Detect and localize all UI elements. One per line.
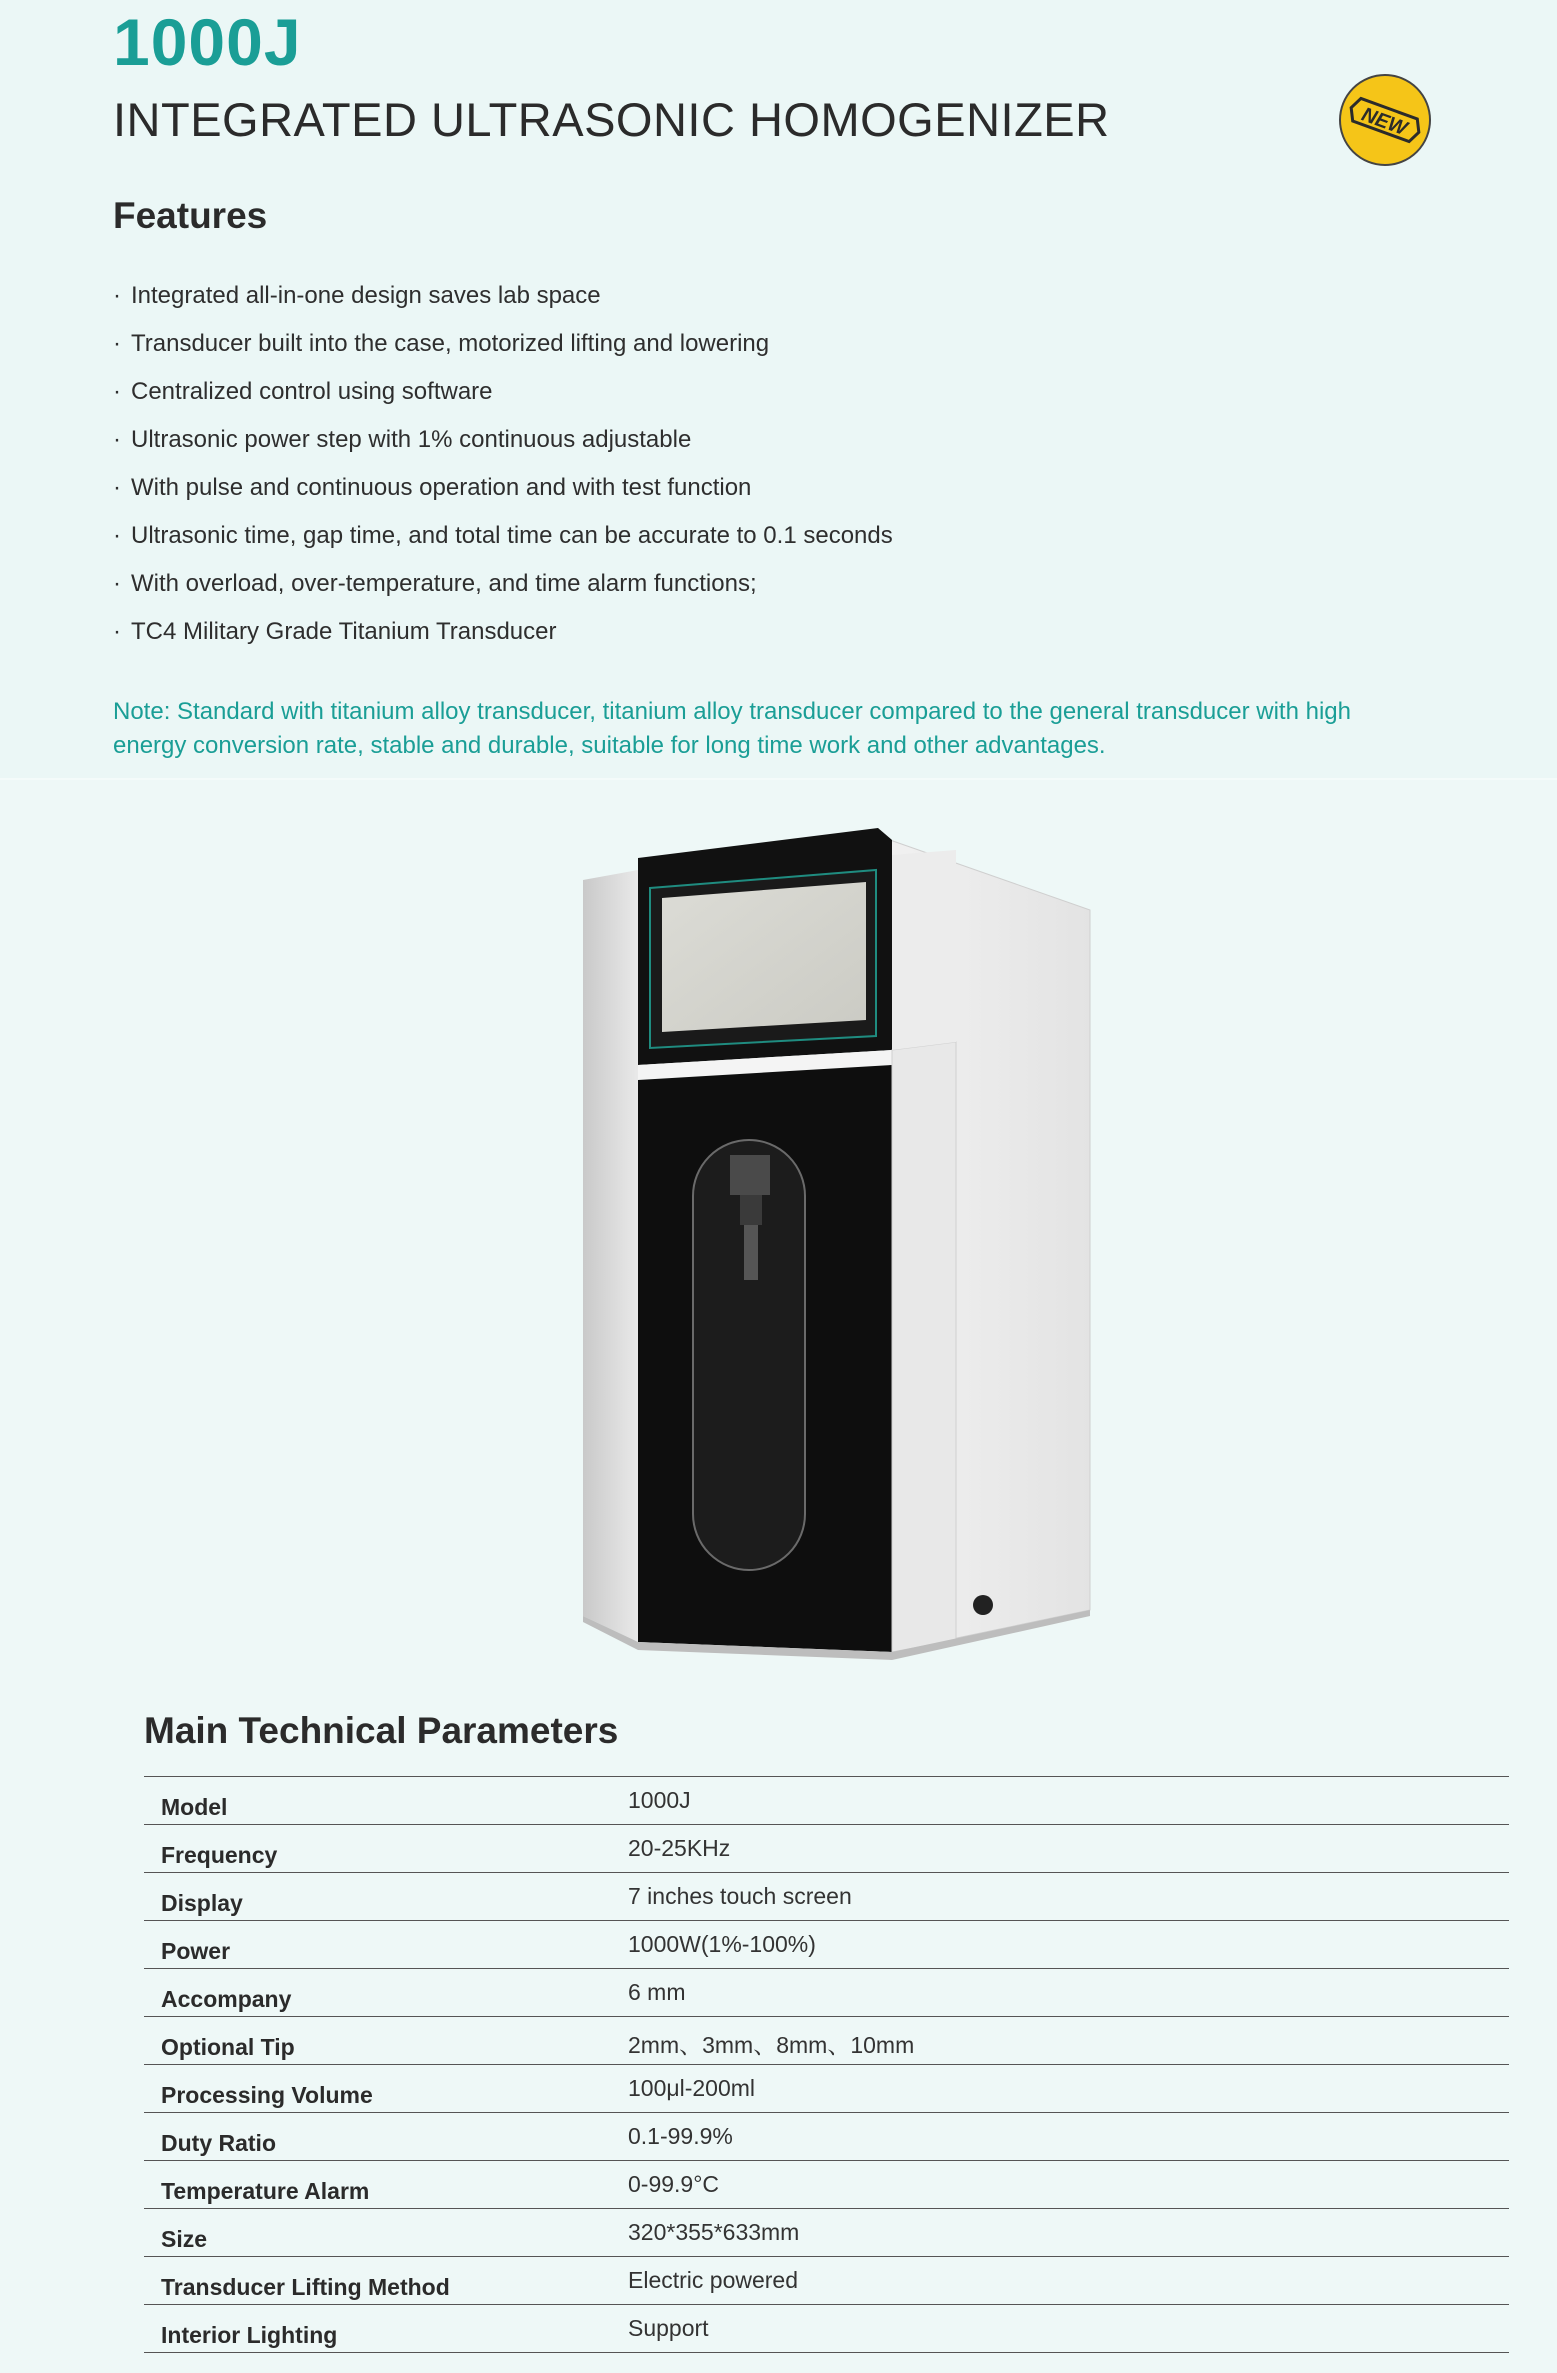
- param-label: Frequency: [161, 1842, 278, 1868]
- param-value: 100μl-200ml: [628, 2075, 756, 2101]
- table-row: [144, 2113, 1509, 2161]
- param-value: 0-99.9°C: [628, 2171, 720, 2197]
- model-title: 1000J: [113, 5, 302, 79]
- param-value: 20-25KHz: [628, 1835, 731, 1861]
- bullet: ·: [113, 618, 121, 645]
- param-value: 6 mm: [628, 1979, 686, 2005]
- new-badge-label: NEW: [1358, 103, 1411, 141]
- table-row: [144, 1969, 1509, 2017]
- param-label: Optional Tip: [161, 2034, 295, 2060]
- feature-item: · Ultrasonic time, gap time, and total time can be accurate to 0.1 seconds: [113, 518, 893, 566]
- product-name: INTEGRATED ULTRASONIC HOMOGENIZER: [113, 93, 1110, 146]
- params-heading: Main Technical Parameters: [144, 1710, 619, 1751]
- table-row: [144, 1777, 1509, 1825]
- bullet: ·: [113, 474, 121, 501]
- feature-item: · Transducer built into the case, motorized lifting and lowering: [113, 326, 893, 374]
- param-label: Display: [161, 1890, 243, 1916]
- params-table: [144, 1776, 1509, 2353]
- param-label: Interior Lighting: [161, 2322, 338, 2348]
- table-row: [144, 1921, 1509, 1969]
- feature-item: · Ultrasonic power step with 1% continuous adjustable: [113, 422, 893, 470]
- bullet: ·: [113, 330, 121, 357]
- param-label: Temperature Alarm: [161, 2178, 370, 2204]
- param-label: Model: [161, 1794, 228, 1820]
- param-value: 320*355*633mm: [628, 2219, 800, 2245]
- table-row: [144, 2065, 1509, 2113]
- param-value: 0.1-99.9%: [628, 2123, 733, 2149]
- bullet: ·: [113, 426, 121, 453]
- table-row: [144, 2017, 1509, 2065]
- param-value: Electric powered: [628, 2267, 799, 2293]
- param-label: Size: [161, 2226, 208, 2252]
- table-row: [144, 2305, 1509, 2353]
- feature-item: · With overload, over-temperature, and time alarm functions;: [113, 566, 893, 614]
- bullet: ·: [113, 378, 121, 405]
- param-value: 2mm、3mm、8mm、10mm: [628, 2032, 915, 2058]
- product-image: [560, 810, 1120, 1660]
- param-value: Support: [628, 2315, 709, 2341]
- bullet: ·: [113, 282, 121, 309]
- bullet: ·: [113, 522, 121, 549]
- section-divider: [0, 778, 1557, 780]
- feature-item: · TC4 Military Grade Titanium Transducer: [113, 614, 893, 662]
- param-value: 1000W(1%-100%): [628, 1931, 816, 1957]
- param-value: 1000J: [628, 1787, 691, 1813]
- features-heading: Features: [113, 195, 268, 236]
- param-label: Accompany: [161, 1986, 292, 2012]
- param-label: Duty Ratio: [161, 2130, 276, 2156]
- new-badge-icon: [1337, 72, 1433, 168]
- param-value: 7 inches touch screen: [628, 1883, 852, 1909]
- table-row: [144, 2257, 1509, 2305]
- bullet: ·: [113, 570, 121, 597]
- table-row: [144, 2161, 1509, 2209]
- table-row: [144, 2209, 1509, 2257]
- feature-item: · With pulse and continuous operation and with test function: [113, 470, 893, 518]
- table-row: [144, 1825, 1509, 1873]
- table-row: [144, 1873, 1509, 1921]
- param-label: Transducer Lifting Method: [161, 2274, 450, 2300]
- feature-note: Note: Standard with titanium alloy transducer, titanium alloy transducer compared to the general transducer with high energy conversion rate, stable and durable, suitable for long time work and other advantages.: [113, 698, 1351, 759]
- feature-item: · Centralized control using software: [113, 374, 893, 422]
- feature-item: · Integrated all-in-one design saves lab space: [113, 278, 893, 326]
- feature-list: [113, 278, 893, 662]
- param-label: Power: [161, 1938, 231, 1964]
- param-label: Processing Volume: [161, 2082, 373, 2108]
